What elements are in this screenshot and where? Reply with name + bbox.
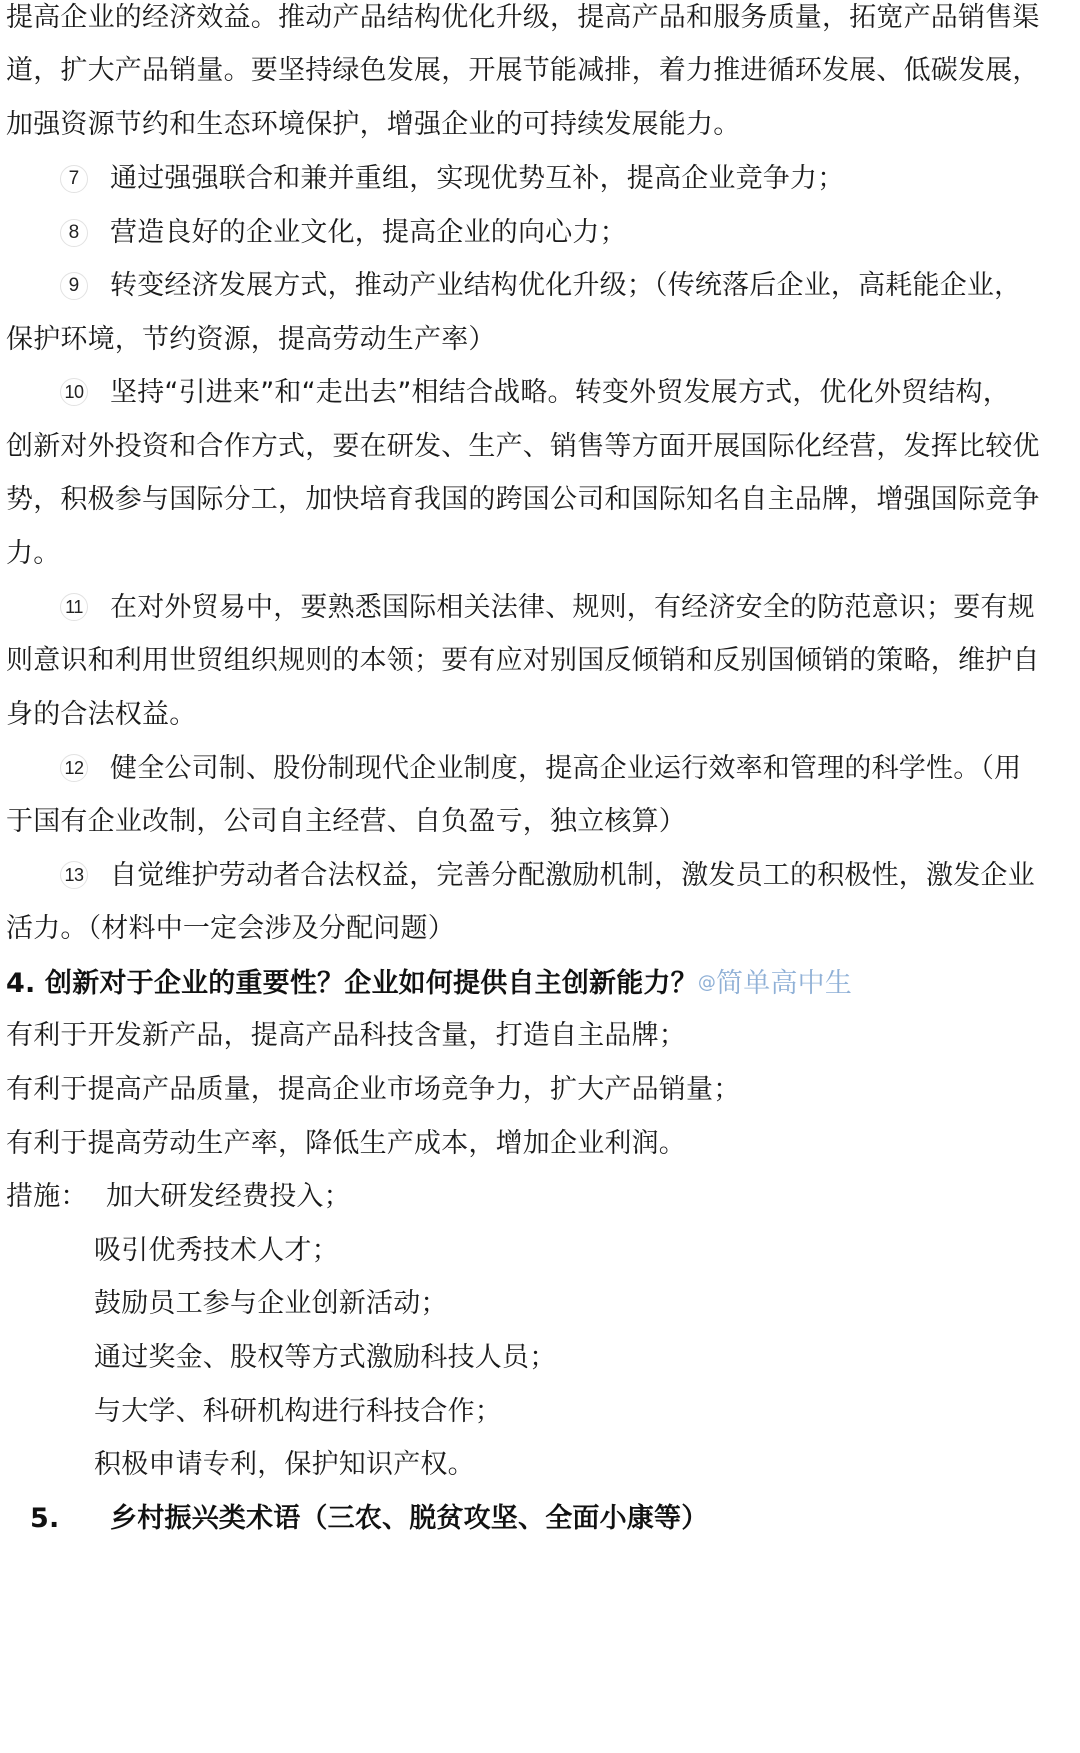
section-5-number: 5.: [30, 1503, 60, 1534]
measure-item: 吸引优秀技术人才；: [94, 1235, 339, 1266]
paragraph-line: 道，扩大产品销量。要坚持绿色发展，开展节能减排，着力推进循环发展、低碳发展，: [6, 55, 1040, 86]
measure-item: 鼓励员工参与企业创新活动；: [94, 1288, 448, 1319]
paragraph-line: 则意识和利用世贸组织规则的本领；要有应对别国反倾销和反别国倾销的策略，维护自: [6, 645, 1040, 676]
list-item-10: [60, 375, 1074, 411]
measure-item: 积极申请专利，保护知识产权。: [94, 1449, 475, 1480]
list-item-text: 自觉维护劳动者合法权益，完善分配激励机制，激发员工的积极性，激发企业: [110, 860, 1035, 891]
paragraph-line: 身的合法权益。: [6, 699, 197, 730]
paragraph-line: 加强资源节约和生态环境保护，增强企业的可持续发展能力。: [6, 109, 741, 140]
measure-item: 与大学、科研机构进行科技合作；: [94, 1396, 502, 1427]
list-item-8: [60, 215, 1074, 251]
paragraph-line: 保护环境，节约资源，提高劳动生产率）: [6, 324, 496, 355]
circled-number-11: 11: [60, 593, 88, 621]
list-item-7: [60, 161, 1074, 197]
circled-number-13: 13: [60, 861, 88, 889]
section-4-heading-row: [6, 965, 1074, 1001]
circled-number-12: 12: [60, 754, 88, 782]
benefit-line: 有利于开发新产品，提高产品科技含量，打造自主品牌；: [6, 1020, 686, 1051]
circled-number-8: 8: [60, 219, 88, 247]
circled-number-7: 7: [60, 165, 88, 193]
paragraph-line: 势，积极参与国际分工，加快培育我国的跨国公司和国际知名自主品牌，增强国际竞争: [6, 484, 1040, 515]
paragraph-line: 创新对外投资和合作方式，要在研发、生产、销售等方面开展国际化经营，发挥比较优: [6, 431, 1040, 462]
at-sign-icon: @: [697, 972, 717, 993]
circled-number-9: 9: [60, 272, 88, 300]
paragraph-line: 于国有企业改制，公司自主经营、自负盈亏，独立核算）: [6, 806, 686, 837]
list-item-text: 在对外贸易中，要熟悉国际相关法律、规则，有经济安全的防范意识；要有规: [110, 592, 1035, 623]
measures-label: 措施：: [6, 1181, 88, 1212]
list-item-text: 通过强强联合和兼并重组，实现优势互补，提高企业竞争力；: [110, 163, 845, 194]
section-5-heading: 乡村振兴类术语（三农、脱贫攻坚、全面小康等）: [110, 1503, 709, 1534]
paragraph-line: 活力。（材料中一定会涉及分配问题）: [6, 913, 455, 944]
list-item-text: 健全公司制、股份制现代企业制度，提高企业运行效率和管理的科学性。（用: [110, 753, 1022, 784]
list-item-text: 转变经济发展方式，推动产业结构优化升级；（传统落后企业，高耗能企业，: [110, 270, 1022, 301]
list-item-9: [60, 268, 1074, 304]
list-item-text: 坚持“引进来”和“走出去”相结合战略。转变外贸发展方式，优化外贸结构，: [110, 377, 1010, 408]
measure-item: 加大研发经费投入；: [106, 1181, 351, 1212]
measures-row: [6, 1179, 1074, 1215]
circled-number-10: 10: [60, 378, 88, 406]
section-4-heading: 4. 创新对于企业的重要性？企业如何提供自主创新能力？: [6, 968, 698, 999]
benefit-line: 有利于提高劳动生产率，降低生产成本，增加企业利润。: [6, 1128, 686, 1159]
paragraph-line: 力。: [6, 538, 61, 569]
watermark: [698, 968, 852, 999]
list-item-text: 营造良好的企业文化，提高企业的向心力；: [110, 217, 627, 248]
measure-item: 通过奖金、股权等方式激励科技人员；: [94, 1342, 557, 1373]
section-5-heading-row: [30, 1501, 1074, 1537]
paragraph-line: 提高企业的经济效益。推动产品结构优化升级，提高产品和服务质量，拓宽产品销售渠: [6, 2, 1040, 33]
watermark-text: 简单高中生: [716, 968, 853, 999]
list-item-12: [60, 751, 1074, 787]
list-item-11: [60, 590, 1074, 626]
benefit-line: 有利于提高产品质量，提高企业市场竞争力，扩大产品销量；: [6, 1074, 741, 1105]
list-item-13: [60, 858, 1074, 894]
